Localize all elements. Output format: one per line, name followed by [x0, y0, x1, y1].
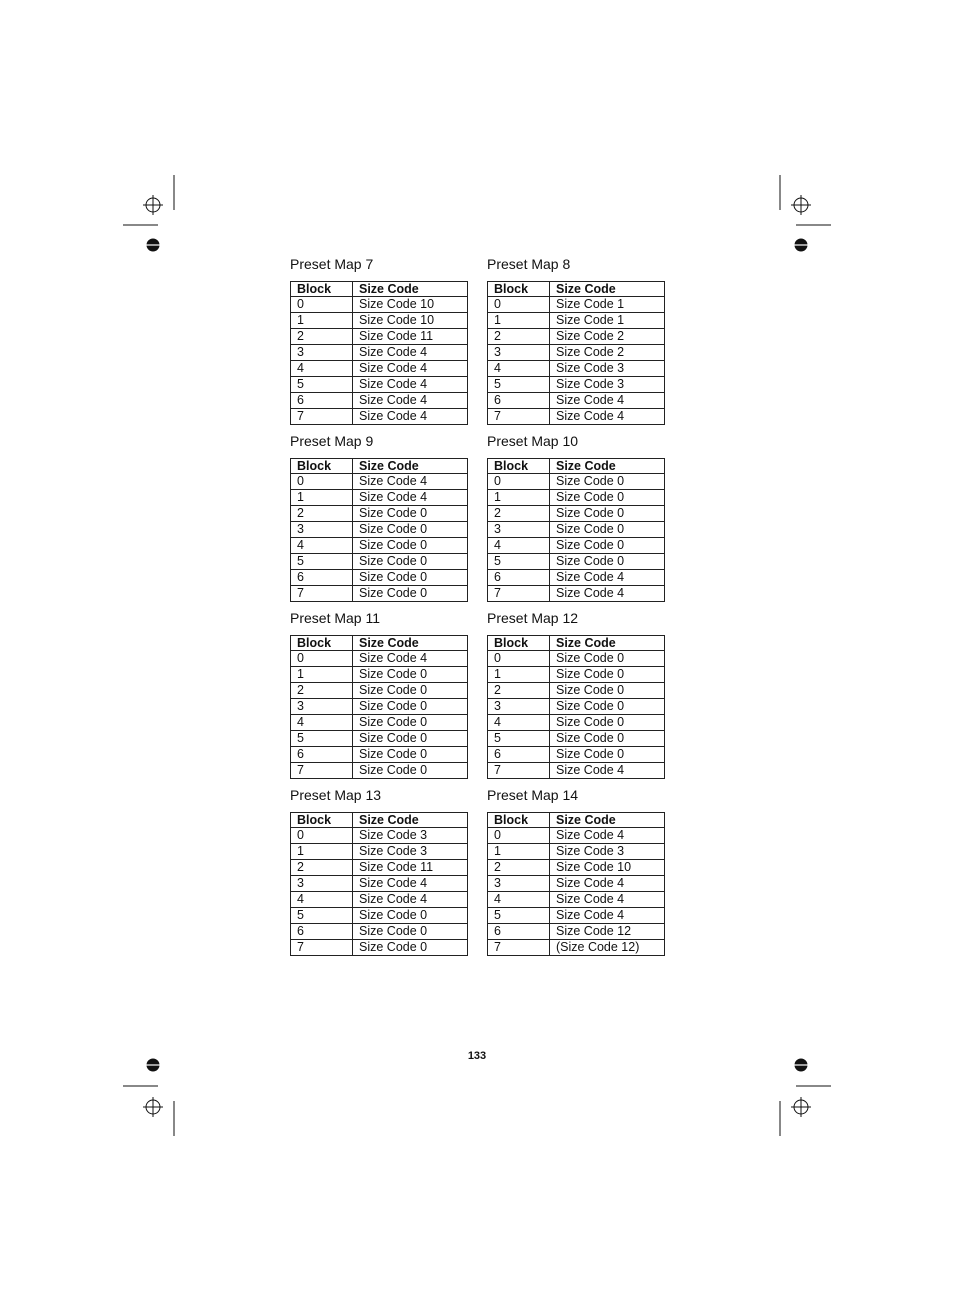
table-row — [488, 570, 665, 586]
size-code-cell: Size Code 4 — [550, 393, 665, 409]
preset-map-table — [487, 635, 665, 779]
size-code-cell: Size Code 4 — [550, 892, 665, 908]
block-cell: 4 — [291, 538, 353, 554]
block-cell: 4 — [488, 892, 550, 908]
registration-mark-icon — [143, 1097, 163, 1117]
table-row — [488, 297, 665, 313]
size-code-cell: Size Code 0 — [353, 683, 468, 699]
table-row — [291, 409, 468, 425]
size-code-cell: Size Code 4 — [550, 586, 665, 602]
registration-mark-icon — [791, 1097, 811, 1117]
table-row — [488, 651, 665, 667]
size-code-cell: Size Code 3 — [353, 828, 468, 844]
block-cell: 2 — [291, 860, 353, 876]
size-code-cell: Size Code 0 — [550, 667, 665, 683]
table-row — [488, 506, 665, 522]
table-row — [291, 506, 468, 522]
block-cell: 2 — [488, 683, 550, 699]
column-header-size-code: Size Code — [353, 636, 468, 651]
size-code-cell: Size Code 4 — [550, 763, 665, 779]
size-code-cell: Size Code 4 — [550, 828, 665, 844]
size-code-cell: Size Code 0 — [353, 763, 468, 779]
block-cell: 7 — [488, 586, 550, 602]
block-cell: 3 — [488, 876, 550, 892]
size-code-cell: Size Code 4 — [353, 393, 468, 409]
preset-map-table — [290, 635, 468, 779]
block-cell: 0 — [291, 651, 353, 667]
table-row — [291, 345, 468, 361]
block-cell: 0 — [488, 651, 550, 667]
table-row — [488, 924, 665, 940]
size-code-cell: Size Code 3 — [550, 844, 665, 860]
size-code-cell: Size Code 4 — [353, 409, 468, 425]
preset-map-table — [290, 812, 468, 956]
size-code-cell: Size Code 3 — [550, 361, 665, 377]
table-row — [291, 924, 468, 940]
size-code-cell: Size Code 0 — [353, 586, 468, 602]
table-row — [488, 763, 665, 779]
size-code-cell: Size Code 2 — [550, 329, 665, 345]
column-header-block: Block — [291, 636, 353, 651]
size-code-cell: Size Code 4 — [353, 474, 468, 490]
table-row — [291, 570, 468, 586]
registration-mark-icon — [143, 195, 163, 215]
size-code-cell: Size Code 0 — [353, 940, 468, 956]
size-code-cell: Size Code 0 — [353, 570, 468, 586]
map-title: Preset Map 11 — [290, 610, 381, 626]
preset-map-table — [290, 281, 468, 425]
map-title: Preset Map 13 — [290, 787, 382, 803]
block-cell: 2 — [488, 329, 550, 345]
size-code-cell: Size Code 4 — [353, 377, 468, 393]
size-code-cell: Size Code 0 — [353, 554, 468, 570]
preset-map-table — [487, 281, 665, 425]
size-code-cell: Size Code 0 — [353, 699, 468, 715]
column-header-block: Block — [488, 813, 550, 828]
size-code-cell: Size Code 0 — [353, 667, 468, 683]
table-row — [291, 715, 468, 731]
block-cell: 0 — [291, 297, 353, 313]
block-cell: 1 — [291, 313, 353, 329]
block-cell: 2 — [291, 506, 353, 522]
block-cell: 6 — [488, 924, 550, 940]
table-row — [488, 908, 665, 924]
map-title: Preset Map 10 — [487, 433, 579, 449]
block-cell: 1 — [488, 667, 550, 683]
block-cell: 6 — [291, 393, 353, 409]
size-code-cell: Size Code 0 — [353, 747, 468, 763]
block-cell: 5 — [488, 377, 550, 393]
table-row — [291, 490, 468, 506]
size-code-cell: Size Code 4 — [353, 651, 468, 667]
block-cell: 3 — [488, 345, 550, 361]
table-row — [488, 345, 665, 361]
block-cell: 7 — [291, 763, 353, 779]
table-row — [291, 297, 468, 313]
table-row — [291, 538, 468, 554]
column-header-block: Block — [291, 282, 353, 297]
table-row — [291, 699, 468, 715]
table-row — [291, 763, 468, 779]
column-header-size-code: Size Code — [353, 282, 468, 297]
size-code-cell: Size Code 0 — [550, 731, 665, 747]
size-code-cell: Size Code 4 — [550, 876, 665, 892]
size-code-cell: Size Code 12 — [550, 924, 665, 940]
registration-mark-icon — [791, 195, 811, 215]
table-row — [488, 361, 665, 377]
table-row — [488, 377, 665, 393]
table-row — [488, 715, 665, 731]
block-cell: 0 — [488, 297, 550, 313]
block-cell: 5 — [291, 554, 353, 570]
size-code-cell: Size Code 0 — [550, 554, 665, 570]
table-row — [291, 474, 468, 490]
map-title: Preset Map 7 — [290, 256, 374, 272]
block-cell: 3 — [488, 699, 550, 715]
block-cell: 6 — [488, 393, 550, 409]
table-row — [488, 683, 665, 699]
size-code-cell: Size Code 4 — [550, 570, 665, 586]
table-row — [488, 393, 665, 409]
column-header-size-code: Size Code — [353, 459, 468, 474]
size-code-cell: Size Code 11 — [353, 860, 468, 876]
size-code-cell: Size Code 0 — [550, 747, 665, 763]
size-code-cell: Size Code 0 — [353, 522, 468, 538]
table-row — [291, 892, 468, 908]
size-code-cell: (Size Code 12) — [550, 940, 665, 956]
table-row — [488, 731, 665, 747]
size-code-cell: Size Code 0 — [353, 538, 468, 554]
block-cell: 3 — [488, 522, 550, 538]
table-row — [291, 522, 468, 538]
table-row — [488, 747, 665, 763]
block-cell: 1 — [488, 313, 550, 329]
size-code-cell: Size Code 0 — [550, 474, 665, 490]
block-cell: 2 — [488, 860, 550, 876]
table-row — [488, 409, 665, 425]
column-header-size-code: Size Code — [353, 813, 468, 828]
table-row — [291, 860, 468, 876]
size-code-cell: Size Code 10 — [353, 297, 468, 313]
column-header-size-code: Size Code — [550, 459, 665, 474]
size-code-cell: Size Code 0 — [550, 699, 665, 715]
table-row — [291, 377, 468, 393]
block-cell: 6 — [291, 747, 353, 763]
size-code-cell: Size Code 4 — [550, 409, 665, 425]
table-row — [488, 586, 665, 602]
block-cell: 3 — [291, 345, 353, 361]
column-header-block: Block — [488, 459, 550, 474]
size-code-cell: Size Code 3 — [353, 844, 468, 860]
block-cell: 4 — [488, 538, 550, 554]
table-row — [488, 538, 665, 554]
block-cell: 6 — [291, 924, 353, 940]
size-code-cell: Size Code 0 — [550, 506, 665, 522]
size-code-cell: Size Code 4 — [353, 876, 468, 892]
map-title: Preset Map 12 — [487, 610, 579, 626]
block-cell: 3 — [291, 699, 353, 715]
block-cell: 4 — [291, 715, 353, 731]
table-row — [488, 667, 665, 683]
table-row — [488, 490, 665, 506]
size-code-cell: Size Code 2 — [550, 345, 665, 361]
block-cell: 5 — [488, 908, 550, 924]
size-code-cell: Size Code 0 — [353, 924, 468, 940]
size-code-cell: Size Code 0 — [550, 651, 665, 667]
block-cell: 2 — [488, 506, 550, 522]
size-code-cell: Size Code 4 — [353, 892, 468, 908]
table-row — [488, 313, 665, 329]
page-number: 133 — [467, 1050, 487, 1062]
size-code-cell: Size Code 10 — [353, 313, 468, 329]
table-row — [488, 860, 665, 876]
table-row — [488, 940, 665, 956]
table-row — [291, 940, 468, 956]
size-code-cell: Size Code 4 — [353, 490, 468, 506]
size-code-cell: Size Code 0 — [550, 683, 665, 699]
size-code-cell: Size Code 0 — [550, 715, 665, 731]
table-row — [291, 667, 468, 683]
table-row — [488, 892, 665, 908]
block-cell: 4 — [291, 892, 353, 908]
block-cell: 5 — [291, 908, 353, 924]
block-cell: 1 — [291, 844, 353, 860]
table-row — [488, 474, 665, 490]
size-code-cell: Size Code 4 — [550, 908, 665, 924]
block-cell: 2 — [291, 329, 353, 345]
table-row — [488, 522, 665, 538]
column-header-size-code: Size Code — [550, 813, 665, 828]
column-header-block: Block — [488, 636, 550, 651]
block-cell: 5 — [488, 731, 550, 747]
block-cell: 6 — [488, 747, 550, 763]
block-cell: 7 — [488, 763, 550, 779]
size-code-cell: Size Code 0 — [353, 715, 468, 731]
block-cell: 4 — [291, 361, 353, 377]
size-code-cell: Size Code 1 — [550, 313, 665, 329]
size-code-cell: Size Code 0 — [550, 490, 665, 506]
block-cell: 0 — [488, 474, 550, 490]
size-code-cell: Size Code 0 — [353, 908, 468, 924]
size-code-cell: Size Code 0 — [550, 538, 665, 554]
preset-map-table — [290, 458, 468, 602]
block-cell: 7 — [291, 409, 353, 425]
block-cell: 5 — [291, 377, 353, 393]
table-row — [291, 747, 468, 763]
table-row — [291, 683, 468, 699]
block-cell: 7 — [291, 586, 353, 602]
size-code-cell: Size Code 11 — [353, 329, 468, 345]
block-cell: 0 — [291, 474, 353, 490]
size-code-cell: Size Code 0 — [353, 506, 468, 522]
block-cell: 1 — [291, 490, 353, 506]
table-row — [488, 699, 665, 715]
map-title: Preset Map 9 — [290, 433, 374, 449]
table-row — [291, 731, 468, 747]
block-cell: 7 — [291, 940, 353, 956]
block-cell: 0 — [291, 828, 353, 844]
table-row — [291, 828, 468, 844]
column-header-block: Block — [291, 813, 353, 828]
table-row — [488, 828, 665, 844]
map-title: Preset Map 14 — [487, 787, 579, 803]
table-row — [488, 844, 665, 860]
block-cell: 1 — [488, 490, 550, 506]
block-cell: 7 — [488, 940, 550, 956]
column-header-size-code: Size Code — [550, 636, 665, 651]
block-cell: 3 — [291, 876, 353, 892]
size-code-cell: Size Code 4 — [353, 345, 468, 361]
block-cell: 7 — [488, 409, 550, 425]
size-code-cell: Size Code 3 — [550, 377, 665, 393]
column-header-block: Block — [291, 459, 353, 474]
preset-map-table — [487, 812, 665, 956]
table-row — [291, 586, 468, 602]
table-row — [291, 651, 468, 667]
map-title: Preset Map 8 — [487, 256, 571, 272]
table-row — [291, 361, 468, 377]
size-code-cell: Size Code 0 — [353, 731, 468, 747]
size-code-cell: Size Code 4 — [353, 361, 468, 377]
column-header-block: Block — [488, 282, 550, 297]
block-cell: 4 — [488, 361, 550, 377]
size-code-cell: Size Code 1 — [550, 297, 665, 313]
block-cell: 4 — [488, 715, 550, 731]
table-row — [291, 313, 468, 329]
block-cell: 5 — [488, 554, 550, 570]
size-code-cell: Size Code 0 — [550, 522, 665, 538]
table-row — [488, 554, 665, 570]
size-code-cell: Size Code 10 — [550, 860, 665, 876]
table-row — [488, 329, 665, 345]
table-row — [291, 844, 468, 860]
table-row — [291, 908, 468, 924]
block-cell: 2 — [291, 683, 353, 699]
preset-map-table — [487, 458, 665, 602]
table-row — [488, 876, 665, 892]
table-row — [291, 876, 468, 892]
table-row — [291, 554, 468, 570]
block-cell: 1 — [488, 844, 550, 860]
block-cell: 1 — [291, 667, 353, 683]
table-row — [291, 393, 468, 409]
block-cell: 6 — [488, 570, 550, 586]
column-header-size-code: Size Code — [550, 282, 665, 297]
block-cell: 6 — [291, 570, 353, 586]
table-row — [291, 329, 468, 345]
block-cell: 3 — [291, 522, 353, 538]
block-cell: 5 — [291, 731, 353, 747]
block-cell: 0 — [488, 828, 550, 844]
